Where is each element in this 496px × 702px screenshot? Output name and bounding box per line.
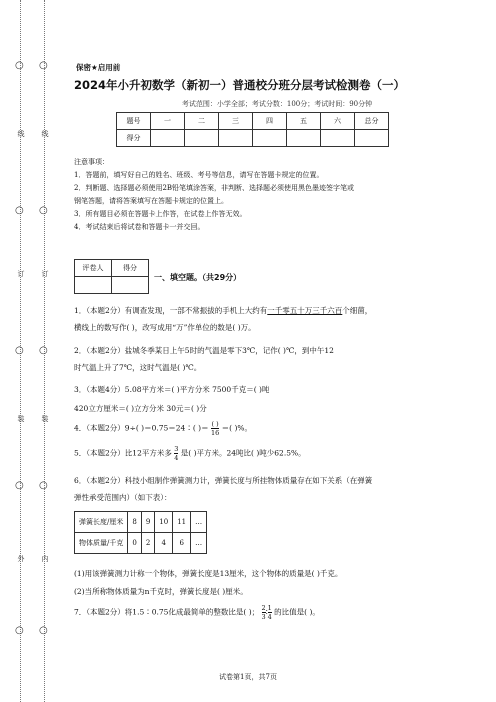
notes-heading: 注意事项： bbox=[74, 158, 109, 166]
grader-label: 评卷人 bbox=[75, 260, 112, 277]
binding-hole-icon: ○ bbox=[15, 480, 24, 491]
score-cell bbox=[151, 130, 185, 147]
notes-item: 1．答题前，填写好自己的姓名、班级、考号等信息，请写在答题卡规定的位置。 bbox=[74, 171, 324, 179]
question-4: 4．（本题2分）9÷( )＝0.75＝24∶( )＝ $\frac{( )}{16}$ ＝( )%。 bbox=[74, 420, 253, 437]
spring-cell: 6 bbox=[173, 533, 191, 554]
binding-hole-icon: ○ bbox=[39, 205, 48, 216]
binding-hole-icon: ○ bbox=[15, 205, 24, 216]
spring-cell: 物体质量/千克 bbox=[75, 533, 128, 554]
spring-cell: 弹簧长度/厘米 bbox=[75, 512, 128, 533]
binding-label: 订 bbox=[17, 270, 25, 277]
fraction: $\frac{( )}{16}$ bbox=[210, 420, 220, 437]
question-3-line-2: 420立方厘米＝( )立方分米 30元＝( )分 bbox=[74, 404, 207, 413]
notes bbox=[74, 156, 484, 234]
binding-label: 订 bbox=[41, 270, 49, 277]
section-heading: 一、填空题。（共29分） bbox=[154, 273, 242, 282]
score-cell bbox=[355, 130, 389, 147]
binding-hole-icon: ○ bbox=[39, 625, 48, 636]
binding-label: 线 bbox=[17, 130, 25, 137]
score-cell bbox=[253, 130, 287, 147]
score-header-row bbox=[117, 113, 389, 130]
score-table bbox=[116, 112, 389, 147]
secret-label: 保密★启用前 bbox=[76, 63, 121, 72]
score-cell: 三 bbox=[219, 113, 253, 130]
spring-cell: 9 bbox=[141, 512, 154, 533]
question-7: 7．（本题2分）将1.5∶0.75化成最简单的整数比是( )； $\frac{2}{3}$ ∶ $\frac{1}{4}$ 的比值是( )。 bbox=[74, 604, 320, 621]
score-cell: 题号 bbox=[117, 113, 151, 130]
spring-mass-row bbox=[75, 533, 207, 554]
fraction: $\frac{1}{4}$ bbox=[267, 604, 272, 621]
score-label: 得分 bbox=[112, 260, 149, 277]
score-cell bbox=[321, 130, 355, 147]
exam-info: 考试范围：小学全部；考试分数：100分；考试时间：90分钟 bbox=[181, 100, 373, 108]
grader-cell bbox=[75, 277, 112, 294]
question-2-line-1: 2．（本题2分）盐城冬季某日上午5时的气温是零下3℃，记作( )℃，到中午12 bbox=[74, 346, 334, 355]
binding-hole-icon: ○ bbox=[15, 345, 24, 356]
notes-item: 2．判断题、选择题必须使用2B铅笔填涂答案，非判断、选择题必须使用黑色墨迹签字笔或 bbox=[74, 184, 355, 192]
question-1-line-1: 1．（本题2分）有调查发现，一部不常振拔的手机上大约有一千零五十万三千六百个细菌， bbox=[74, 306, 373, 315]
score-value-row bbox=[117, 130, 389, 147]
binding-hole-icon: ○ bbox=[39, 60, 48, 71]
spring-cell: 10 bbox=[155, 512, 173, 533]
question-2-line-2: 时气温上升了7℃，这时气温是( )℃。 bbox=[74, 363, 202, 372]
score-cell: 二 bbox=[185, 113, 219, 130]
spring-cell: 11 bbox=[173, 512, 191, 533]
fraction: $\frac{3}{4}$ bbox=[174, 445, 179, 462]
score-cell bbox=[287, 130, 321, 147]
spring-cell: … bbox=[191, 512, 207, 533]
spring-cell: 8 bbox=[128, 512, 141, 533]
spring-cell: 2 bbox=[141, 533, 154, 554]
spring-cell: 4 bbox=[155, 533, 173, 554]
spring-cell: … bbox=[191, 533, 207, 554]
question-1-line-2: 横线上的数写作( )，改写成用“万”作单位的数是( )万。 bbox=[74, 323, 256, 332]
notes-item: 4．考试结束后将试卷和答题卡一并交回。 bbox=[74, 223, 205, 231]
question-5: 5．（本题2分）比12平方米多 $\frac{3}{4}$ 是( )平方米。24吨比( )吨少62.5%。 bbox=[74, 445, 306, 462]
score-cell: 六 bbox=[321, 113, 355, 130]
exam-title: 2024年小升初数学（新初一）普通校分班分层考试检测卷（一） bbox=[74, 78, 406, 92]
binding-hole-icon: ○ bbox=[39, 480, 48, 491]
binding-label: 线 bbox=[41, 130, 49, 137]
spring-cell: 0 bbox=[128, 533, 141, 554]
score-cell: 总分 bbox=[355, 113, 389, 130]
score-cell: 得分 bbox=[117, 130, 151, 147]
score-cell: 一 bbox=[151, 113, 185, 130]
binding-label: 装 bbox=[41, 415, 49, 422]
spring-length-row bbox=[75, 512, 207, 533]
question-6-part-2: (2)当所称物体质量为n千克时，弹簧长度是( )厘米。 bbox=[74, 587, 248, 596]
notes-item: 钢笔答题，请将答案填写在答题卡规定的位置上。 bbox=[74, 197, 228, 205]
score-cell bbox=[219, 130, 253, 147]
fraction: $\frac{2}{3}$ bbox=[261, 604, 266, 621]
spring-table bbox=[74, 511, 207, 554]
binding-hole-icon: ○ bbox=[39, 345, 48, 356]
grader-table bbox=[74, 259, 149, 294]
score-cell bbox=[112, 277, 149, 294]
score-cell: 四 bbox=[253, 113, 287, 130]
notes-item: 3．所有题目必须在答题卡上作答，在试卷上作答无效。 bbox=[74, 210, 247, 218]
binding-label: 外 bbox=[17, 555, 25, 562]
page-footer: 试卷第1页，共7页 bbox=[219, 673, 277, 681]
binding-hole-icon: ○ bbox=[15, 625, 24, 636]
binding-hole-icon: ○ bbox=[15, 60, 24, 71]
score-cell: 五 bbox=[287, 113, 321, 130]
question-3-line-1: 3．（本题4分）5.08平方米＝( )平方分米 7500千克＝( )吨 bbox=[74, 385, 270, 394]
score-cell bbox=[185, 130, 219, 147]
binding-label: 内 bbox=[41, 555, 49, 562]
binding-label: 装 bbox=[17, 415, 25, 422]
question-6-part-1: (1)用该弹簧测力计称一个物体，弹簧长度是13厘米，这个物体的质量是( )千克。 bbox=[74, 569, 343, 578]
question-6-line-2: 弹性承受范围内）（如下表）： bbox=[74, 493, 172, 502]
question-6-line-1: 6．（本题2分）科技小组制作弹簧测力计，弹簧长度与所挂物体质量存在如下关系（在弹簧 bbox=[74, 476, 373, 485]
